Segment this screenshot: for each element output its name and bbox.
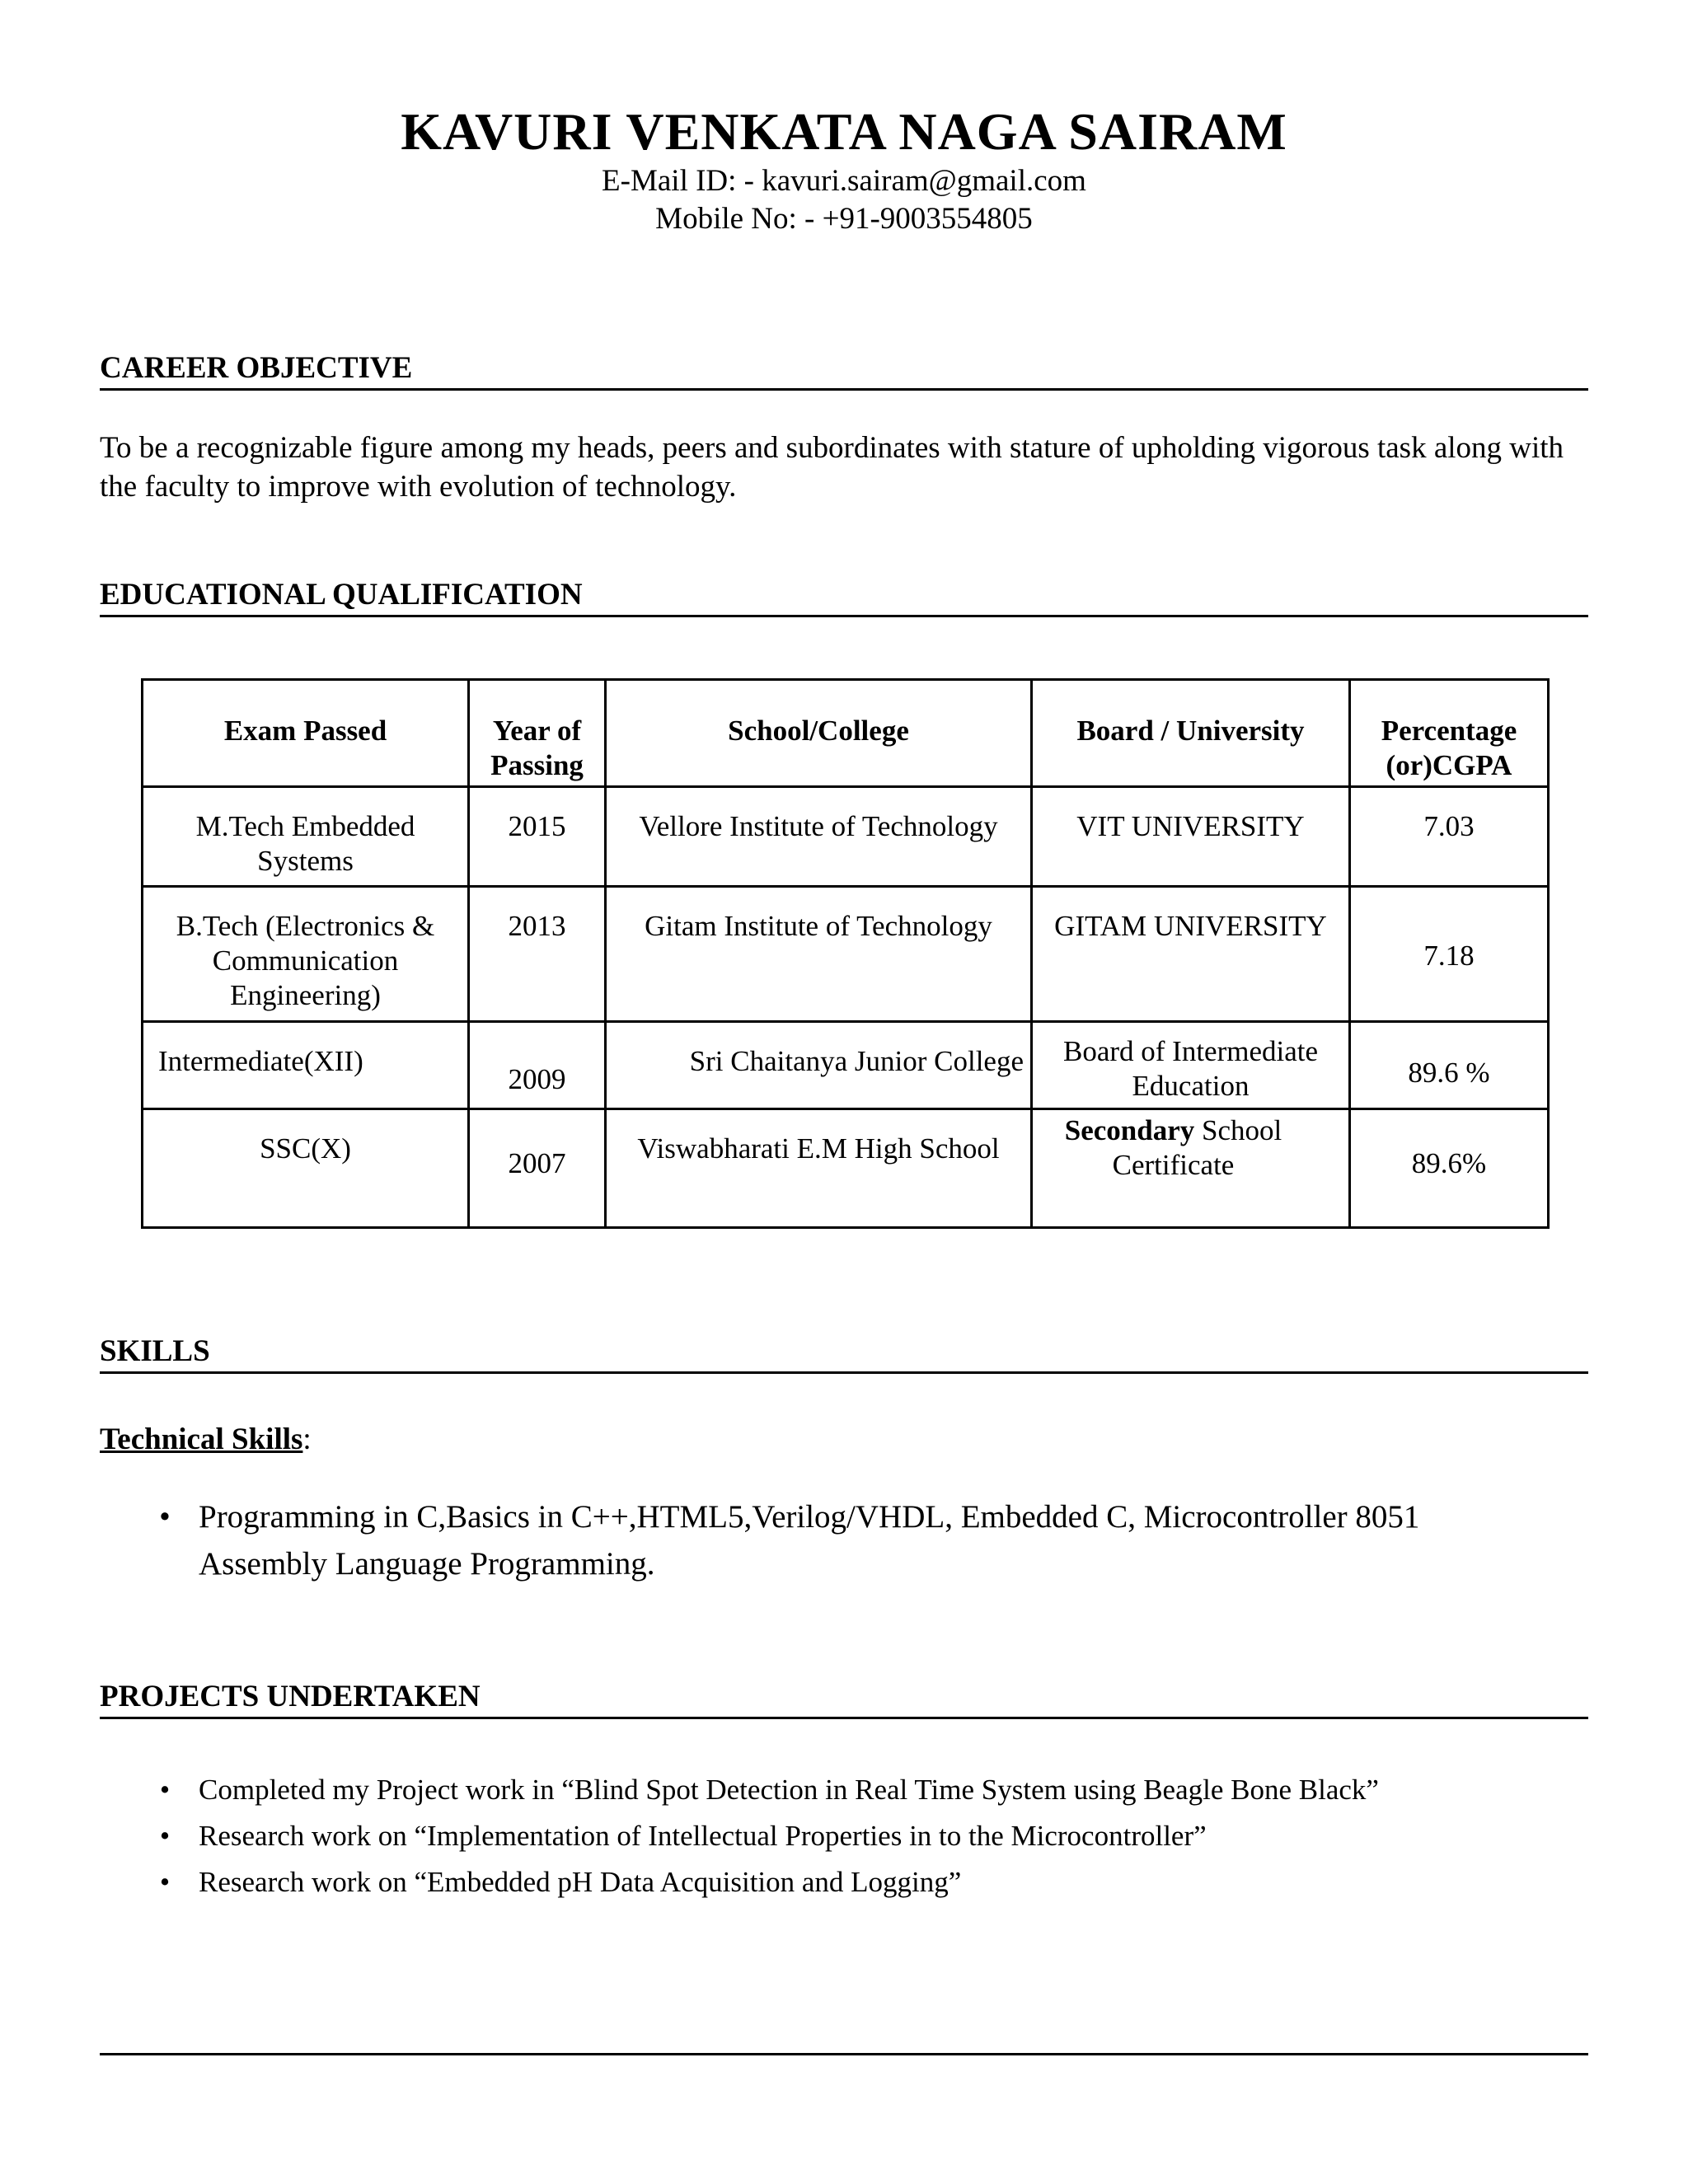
mobile-line: Mobile No: - +91-9003554805 [655, 202, 1033, 236]
skill-text: Programming in C,Basics in C++,HTML5,Verilog/VHDL, Embedded C, Microcontroller 8051 Assembly Language Programming. [199, 1499, 1420, 1582]
cell-school: Sri Chaitanya Junior College [606, 1022, 1032, 1109]
career-objective-heading: CAREER OBJECTIVE [100, 350, 1588, 391]
cell-year: 2013 [469, 887, 606, 1022]
table-row [143, 1022, 1549, 1109]
bullet-icon: • [159, 1866, 171, 1898]
email-line: E-Mail ID: - kavuri.sairam@gmail.com [602, 164, 1086, 198]
cell-school: Vellore Institute of Technology [606, 787, 1032, 887]
table-header-row [143, 680, 1549, 787]
cell-board: Board of Intermediate Education [1032, 1022, 1350, 1109]
cell-score: 89.6% [1350, 1109, 1549, 1228]
footer-divider [100, 2053, 1588, 2055]
cell-school: Gitam Institute of Technology [606, 887, 1032, 1022]
technical-skills-colon: : [302, 1422, 312, 1456]
column-header-board: Board / University [1032, 680, 1350, 787]
project-text: Research work on “Implementation of Intellectual Properties in to the Microcontroller” [199, 1820, 1207, 1852]
column-header-year: Year of Passing [469, 680, 606, 787]
cell-exam: SSC(X) [143, 1109, 469, 1228]
cell-year: 2015 [469, 787, 606, 887]
cell-board: GITAM UNIVERSITY [1032, 887, 1350, 1022]
list-item [100, 1493, 1501, 1587]
bullet-icon: • [159, 1499, 171, 1535]
column-header-school: School/College [606, 680, 1032, 787]
project-text: Research work on “Embedded pH Data Acquisition and Logging” [199, 1866, 962, 1898]
cell-exam: B.Tech (Electronics & Communication Engineering) [143, 887, 469, 1022]
column-header-exam: Exam Passed [143, 680, 469, 787]
career-objective-text: To be a recognizable figure among my heads, peers and subordinates with stature of upholding vigorous task along with the faculty to improve with evolution of technology. [100, 431, 1564, 504]
skills-list [100, 1493, 1501, 1587]
column-header-score: Percentage (or)CGPA [1350, 680, 1549, 787]
bullet-icon: • [159, 1774, 171, 1806]
cell-score: 89.6 % [1350, 1022, 1549, 1109]
cell-board: VIT UNIVERSITY [1032, 787, 1350, 887]
board-bold-text: Secondary [1064, 1114, 1195, 1146]
list-item [100, 1767, 1501, 1813]
cell-year: 2009 [469, 1022, 606, 1109]
technical-skills-label: Technical Skills [100, 1422, 303, 1456]
cell-school: Viswabharati E.M High School [606, 1109, 1032, 1228]
projects-heading: PROJECTS UNDERTAKEN [100, 1679, 1588, 1719]
candidate-name: KAVURI VENKATA NAGA SAIRAM [401, 102, 1287, 161]
table-row [143, 1109, 1549, 1228]
list-item [100, 1813, 1501, 1859]
cell-board [1032, 1109, 1350, 1228]
skills-heading: SKILLS [100, 1333, 1588, 1374]
cell-year: 2007 [469, 1109, 606, 1228]
education-table [141, 678, 1550, 1229]
board-rest-text: School Certificate [1112, 1114, 1282, 1181]
cell-score: 7.18 [1350, 887, 1549, 1022]
list-item [100, 1859, 1501, 1905]
technical-skills-subheading [100, 1421, 312, 1459]
cell-exam: M.Tech Embedded Systems [143, 787, 469, 887]
table-row [143, 787, 1549, 887]
cell-exam: Intermediate(XII) [143, 1022, 469, 1109]
bullet-icon: • [159, 1820, 171, 1852]
projects-list [100, 1767, 1501, 1905]
project-text: Completed my Project work in “Blind Spot Detection in Real Time System using Beagle Bone Black” [199, 1774, 1379, 1806]
cell-score: 7.03 [1350, 787, 1549, 887]
table-row [143, 887, 1549, 1022]
education-heading: EDUCATIONAL QUALIFICATION [100, 577, 1588, 617]
